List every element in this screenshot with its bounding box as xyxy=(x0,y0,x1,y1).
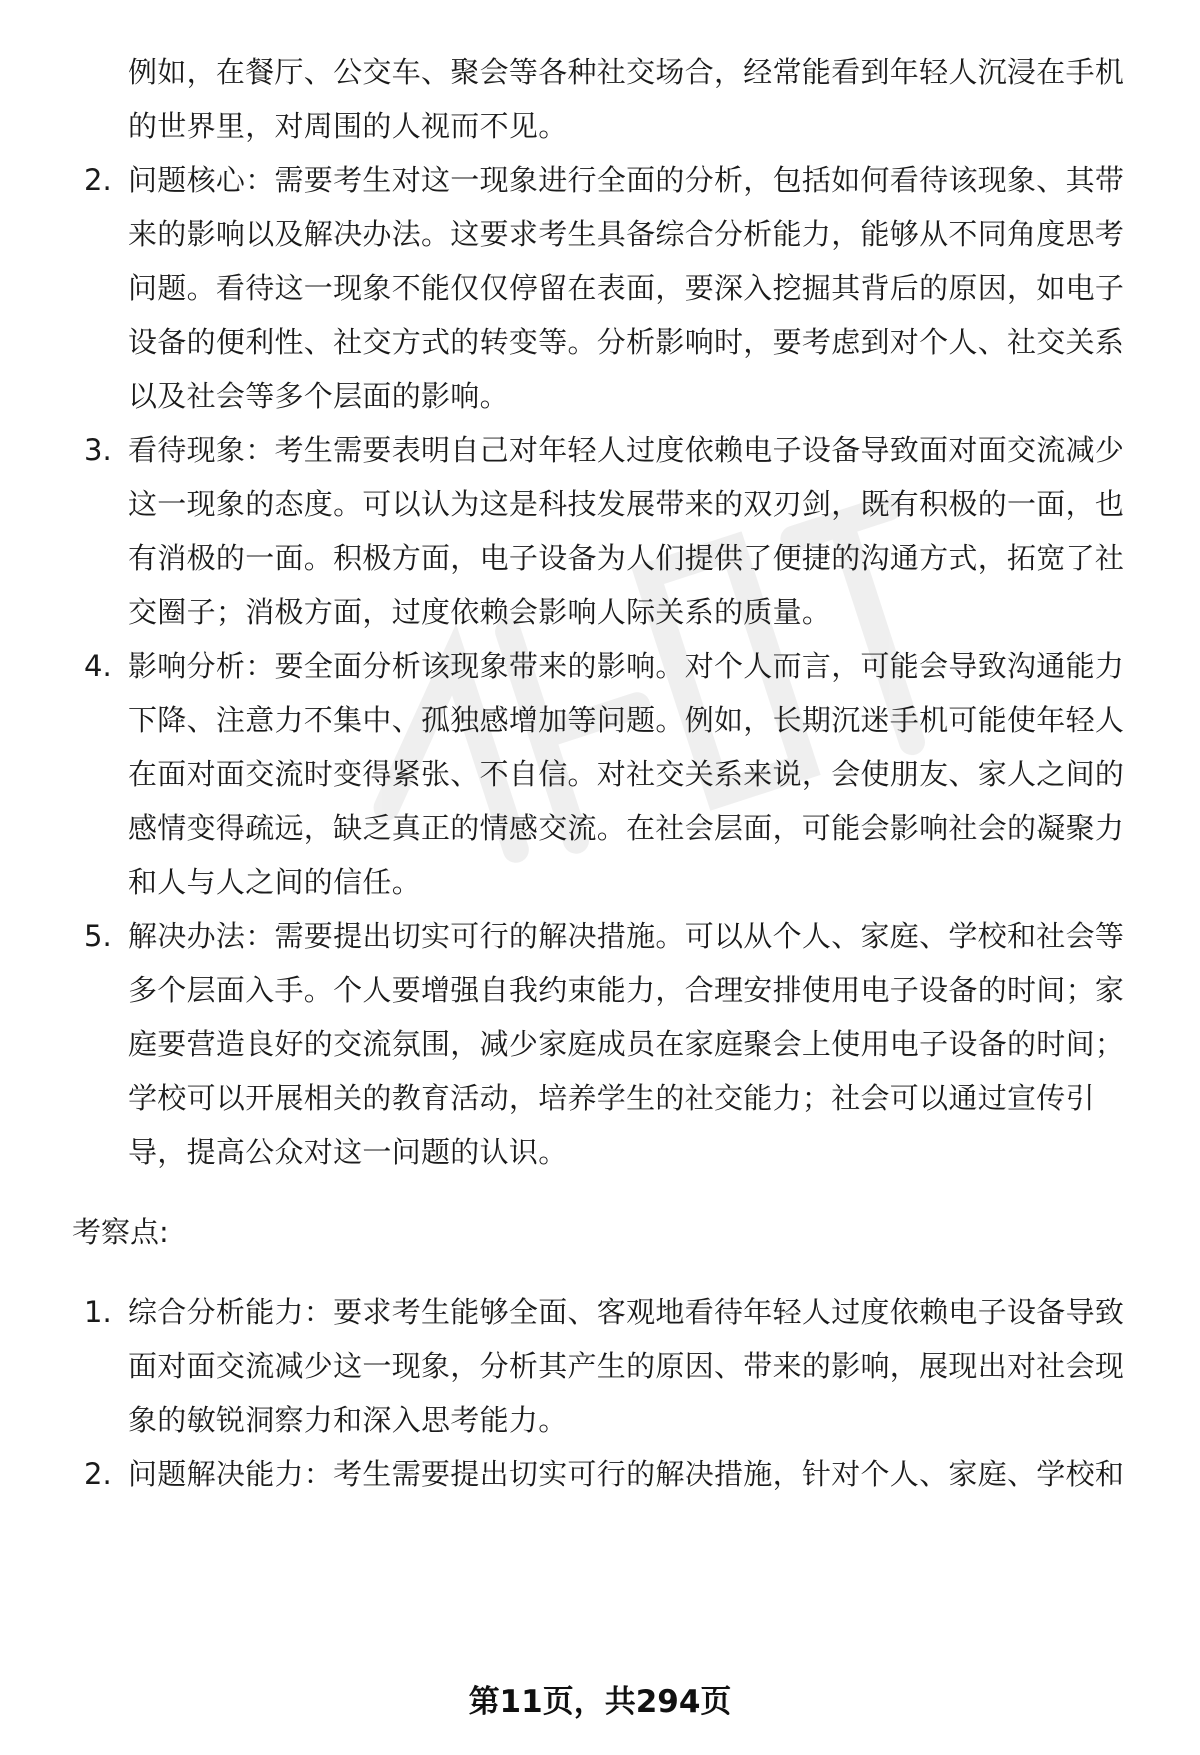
list-item-line: 来的影响以及解决办法。这要求考生具备综合分析能力，能够从不同角度思考 xyxy=(128,217,1125,251)
list-item-line: 在面对面交流时变得紧张、不自信。对社交关系来说，会使朋友、家人之间的 xyxy=(128,757,1125,791)
list-item-line: 导，提高公众对这一问题的认识。 xyxy=(128,1135,568,1169)
list-item-line: 象的敏锐洞察力和深入思考能力。 xyxy=(128,1403,568,1437)
list-number: 2. xyxy=(84,163,112,197)
list-item-line: 影响分析：要全面分析该现象带来的影响。对个人而言，可能会导致沟通能力 xyxy=(128,649,1125,683)
list-item-line: 看待现象：考生需要表明自己对年轻人过度依赖电子设备导致面对面交流减少 xyxy=(128,433,1125,467)
list-number: 1. xyxy=(84,1295,112,1329)
intro-line: 例如，在餐厅、公交车、聚会等各种社交场合，经常能看到年轻人沉浸在手机 xyxy=(128,55,1125,89)
list-item-line: 这一现象的态度。可以认为这是科技发展带来的双刃剑，既有积极的一面，也 xyxy=(128,487,1125,521)
list-item-line: 问题核心：需要考生对这一现象进行全面的分析，包括如何看待该现象、其带 xyxy=(128,163,1125,197)
list-item-line: 感情变得疏远，缺乏真正的情感交流。在社会层面，可能会影响社会的凝聚力 xyxy=(128,811,1125,845)
intro-line: 的世界里，对周围的人视而不见。 xyxy=(128,109,568,143)
list-number: 5. xyxy=(84,919,112,953)
list-item-line: 问题。看待这一现象不能仅仅停留在表面，要深入挖掘其背后的原因，如电子 xyxy=(128,271,1125,305)
list-item-line: 学校可以开展相关的教育活动，培养学生的社交能力；社会可以通过宣传引 xyxy=(128,1081,1095,1115)
list-item-line: 面对面交流减少这一现象，分析其产生的原因、带来的影响，展现出对社会现 xyxy=(128,1349,1125,1383)
list-number: 3. xyxy=(84,433,112,467)
list-number: 2. xyxy=(84,1457,112,1491)
list-item-line: 有消极的一面。积极方面，电子设备为人们提供了便捷的沟通方式，拓宽了社 xyxy=(128,541,1125,575)
page-number-footer: 第11页，共294页 xyxy=(468,1684,732,1720)
list-number: 4. xyxy=(84,649,112,683)
list-item-line: 问题解决能力：考生需要提出切实可行的解决措施，针对个人、家庭、学校和 xyxy=(128,1457,1125,1491)
list-item-line: 交圈子；消极方面，过度依赖会影响人际关系的质量。 xyxy=(128,595,832,629)
list-item-line: 多个层面入手。个人要增强自我约束能力，合理安排使用电子设备的时间；家 xyxy=(128,973,1125,1007)
list-item-line: 设备的便利性、社交方式的转变等。分析影响时，要考虑到对个人、社交关系 xyxy=(128,325,1125,359)
list-item-line: 以及社会等多个层面的影响。 xyxy=(128,379,509,413)
list-item-line: 下降、注意力不集中、孤独感增加等问题。例如，长期沉迷手机可能使年轻人 xyxy=(128,703,1125,737)
list-item-line: 庭要营造良好的交流氛围，减少家庭成员在家庭聚会上使用电子设备的时间； xyxy=(128,1027,1125,1061)
list-item-line: 和人与人之间的信任。 xyxy=(128,865,422,899)
section-heading: 考察点: xyxy=(72,1215,169,1249)
list-item-line: 解决办法：需要提出切实可行的解决措施。可以从个人、家庭、学校和社会等 xyxy=(128,919,1125,953)
list-item-line: 综合分析能力：要求考生能够全面、客观地看待年轻人过度依赖电子设备导致 xyxy=(128,1295,1125,1329)
